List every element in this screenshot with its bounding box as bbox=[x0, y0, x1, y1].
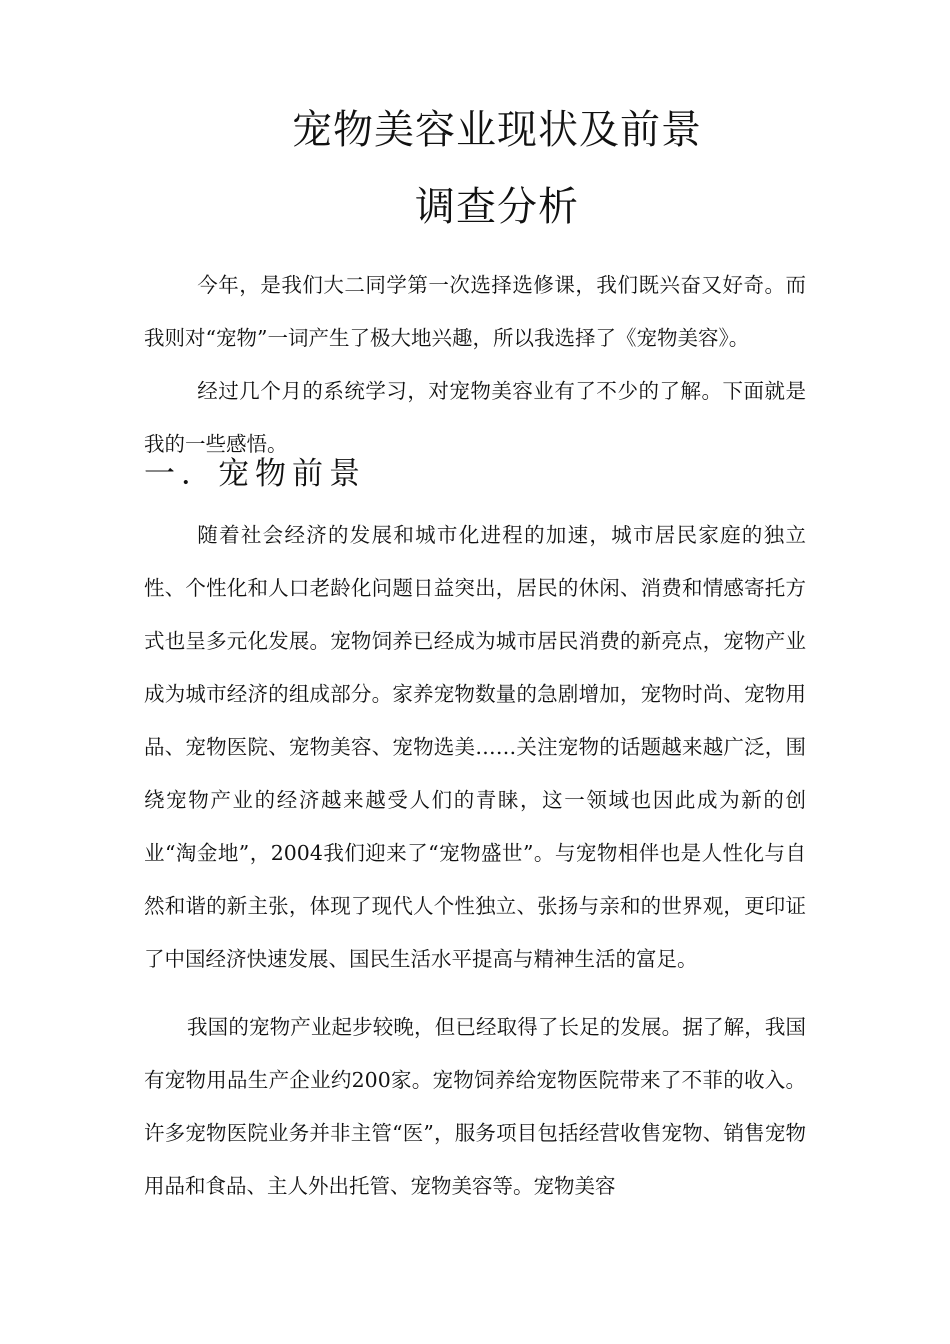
section-heading-1: 一．宠物前景 bbox=[144, 456, 366, 492]
document-title-line-1: 宠物美容业现状及前景 bbox=[292, 107, 702, 153]
intro-paragraph-1: 今年，是我们大二同学第一次选择选修课，我们既兴奋又好奇。而我则对“宠物”一词产生了极大地兴趣，所以我选择了《宠物美容》。 bbox=[144, 273, 806, 350]
document-title-line-2: 调查分析 bbox=[415, 184, 579, 230]
intro-paragraph-2: 经过几个月的系统学习，对宠物美容业有了不少的了解。下面就是我的一些感悟。 bbox=[144, 379, 806, 456]
section-1-paragraph-1: 随着社会经济的发展和城市化进程的加速，城市居民家庭的独立性、个性化和人口老龄化问题日益突出，居民的休闲、消费和情感寄托方式也呈多元化发展。宠物饲养已经成为城市居民消费的新亮点，宠物产业成为城市经济的组成部分。家养宠物数量的急剧增加，宠物时尚、宠物用品、宠物医院、宠物美容、宠物选美……关注宠物的话题越来越广泛，围绕宠物产业的经济越来越受人们的青睐，这一领域也因此成为新的创业“淘金地”，2004我们迎来了“宠物盛世”。与宠物相伴也是人性化与自然和谐的新主张，体现了现代人个性独立、张扬与亲和的世界观，更印证了中国经济快速发展、国民生活水平提高与精神生活的富足。 bbox=[144, 523, 806, 971]
section-1-paragraph-2: 我国的宠物产业起步较晚，但已经取得了长足的发展。据了解，我国有宠物用品生产企业约200家。宠物饲养给宠物医院带来了不菲的收入。许多宠物医院业务并非主管“医”，服务项目包括经营收售宠物、销售宠物用品和食品、主人外出托管、宠物美容等。宠物美容 bbox=[144, 1015, 806, 1198]
